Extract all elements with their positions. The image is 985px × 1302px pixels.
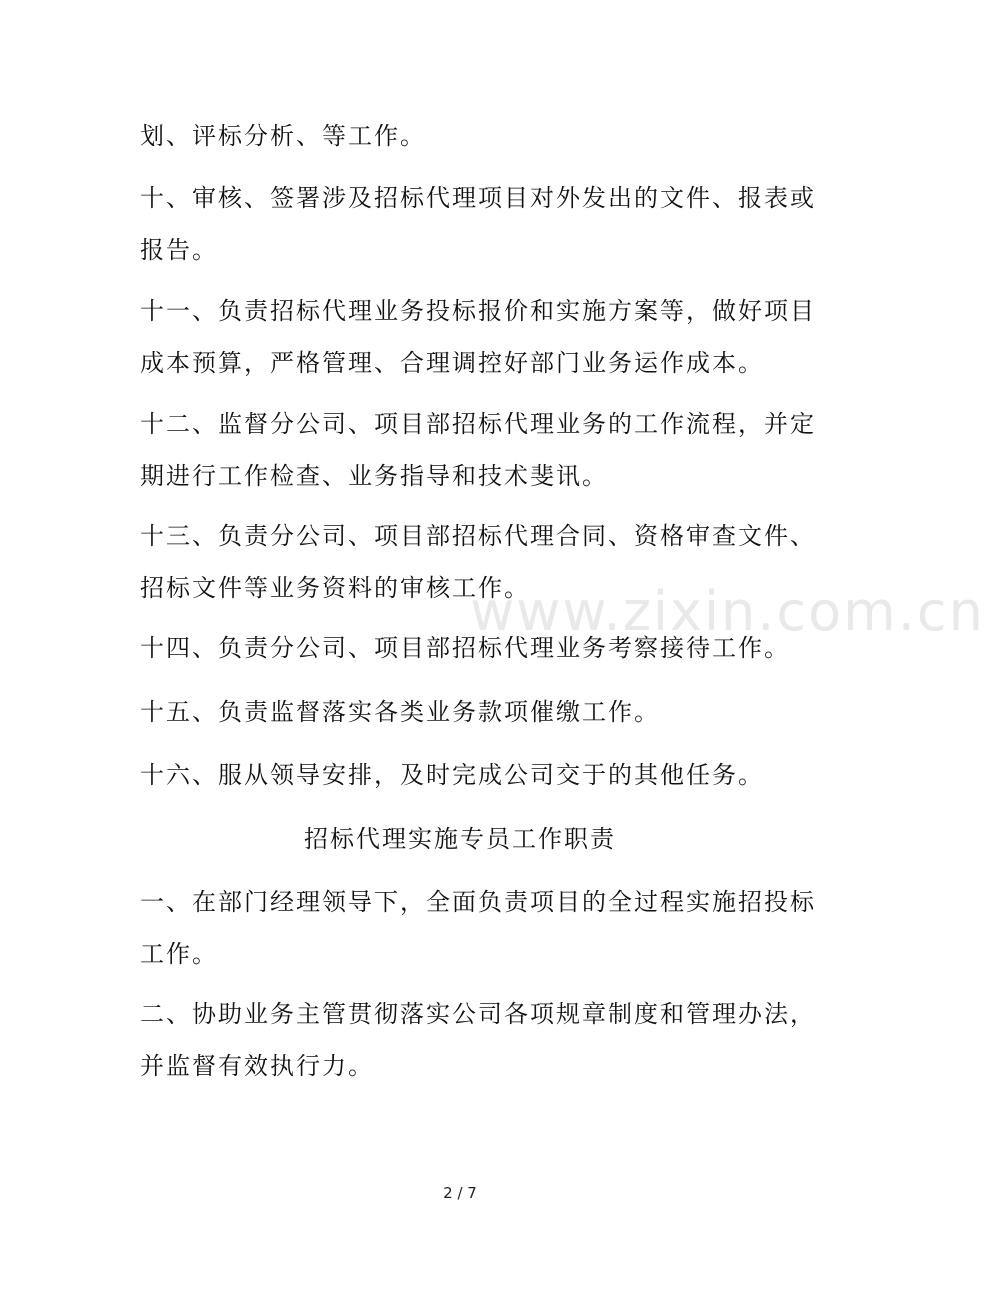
paragraph-duty-1 <box>140 876 816 980</box>
paragraph-line: 十六、服从领导安排，及时完成公司交于的其他任务。 <box>140 761 764 789</box>
paragraph-item-12 <box>140 398 816 502</box>
paragraph-item-10 <box>140 172 816 276</box>
paragraph-line: 并监督有效执行力。 <box>140 1052 374 1080</box>
page-number: 2 / 7 <box>443 1184 477 1202</box>
paragraph-line: 十四、负责分公司、项目部招标代理业务考察接待工作。 <box>140 634 790 662</box>
paragraph-item-15 <box>140 686 790 738</box>
paragraph-line: 报告。 <box>140 236 218 264</box>
paragraph-line: 二、协助业务主管贯彻落实公司各项规章制度和管理办法， <box>140 1000 816 1028</box>
paragraph-duty-2 <box>140 988 816 1092</box>
paragraph-line: 成本预算，严格管理、合理调控好部门业务运作成本。 <box>140 349 764 377</box>
paragraph-line: 十五、负责监督落实各类业务款项催缴工作。 <box>140 698 660 726</box>
paragraph-line: 十二、监督分公司、项目部招标代理业务的工作流程，并定 <box>140 410 816 438</box>
paragraph-intro <box>140 110 790 162</box>
paragraph-line: 十三、负责分公司、项目部招标代理合同、资格审查文件、 <box>140 522 816 550</box>
paragraph-line: 期进行工作检查、业务指导和技术斐讯。 <box>140 462 608 490</box>
paragraph-item-14 <box>140 622 790 674</box>
paragraph-item-11 <box>140 285 816 389</box>
paragraph-line: 十、审核、签署涉及招标代理项目对外发出的文件、报表或 <box>140 184 816 212</box>
watermark: www.zixin.com.cn <box>470 580 985 643</box>
paragraph-item-16 <box>140 749 790 801</box>
paragraph-line: 十一、负责招标代理业务投标报价和实施方案等，做好项目 <box>140 297 816 325</box>
paragraph-line: 一、在部门经理领导下，全面负责项目的全过程实施招投标 <box>140 888 816 916</box>
paragraph-item-13 <box>140 510 816 614</box>
paragraph-line: 招标文件等业务资料的审核工作。 <box>140 574 530 602</box>
paragraph-line: 工作。 <box>140 940 218 968</box>
section-heading: 招标代理实施专员工作职责 <box>304 825 616 853</box>
paragraph-line: 划、评标分析、等工作。 <box>140 122 426 150</box>
